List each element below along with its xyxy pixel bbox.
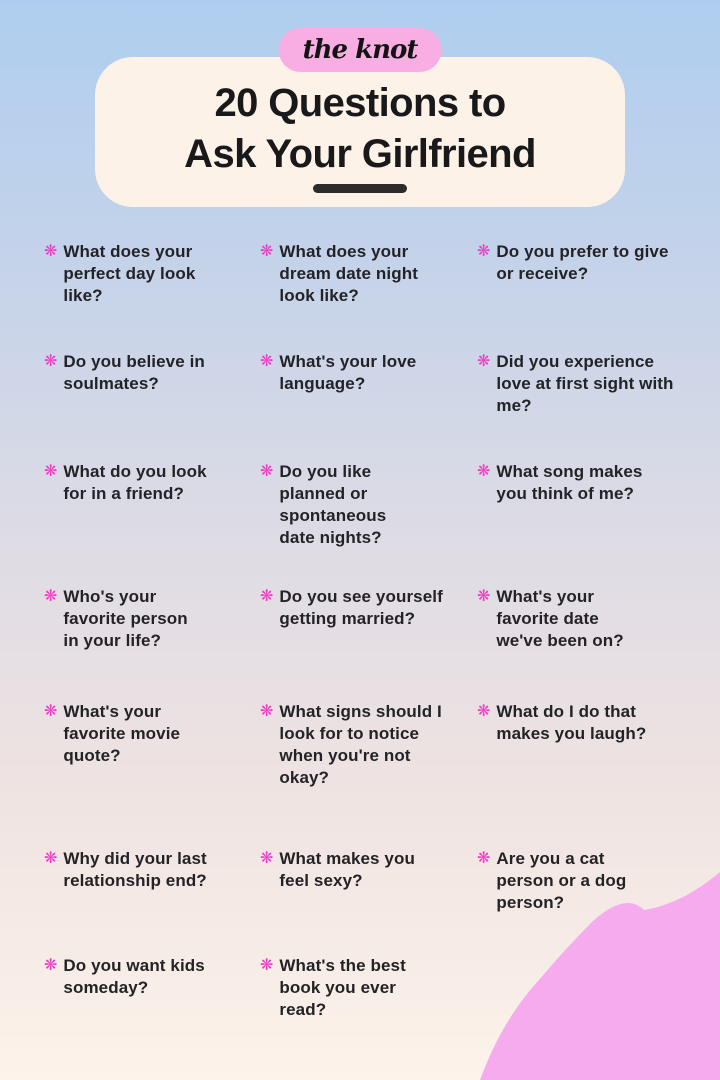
flower-bullet-icon: ❋ [477,850,491,867]
flower-bullet-icon: ❋ [477,463,491,480]
question-item [260,701,477,789]
the-knot-logo-pill [279,28,442,72]
question-item [477,701,720,789]
question-row-2 [0,351,720,417]
question-row-5 [0,701,720,789]
question-text: What's your favorite movie quote? [63,702,181,765]
flower-bullet-icon: ❋ [477,588,491,605]
question-item [260,351,477,417]
question-text: What's your favorite date we've been on? [496,587,624,650]
question-item [44,351,260,417]
question-item [44,701,260,789]
question-text: Do you like planned or spontaneous date nights? [279,462,387,547]
question-item [477,461,720,549]
question-text: What song makes you think of me? [496,462,643,503]
title-card [95,57,625,207]
question-row-3 [0,461,720,549]
question-item [260,955,477,1021]
flower-bullet-icon: ❋ [260,957,274,974]
question-text: Did you experience love at first sight with me? [496,352,674,415]
question-text: What do I do that makes you laugh? [496,702,647,743]
flower-bullet-icon: ❋ [260,703,274,720]
question-text: Do you believe in soulmates? [63,352,205,393]
question-text: What's the best book you ever read? [279,956,406,1019]
flower-bullet-icon: ❋ [44,243,58,260]
question-item [477,848,720,914]
flower-bullet-icon: ❋ [260,463,274,480]
flower-bullet-icon: ❋ [44,850,58,867]
question-item [44,586,260,652]
question-item [477,351,720,417]
flower-bullet-icon: ❋ [44,463,58,480]
question-item [260,848,477,914]
question-item [260,586,477,652]
page-title-line2: Ask Your Girlfriend [184,132,536,176]
question-text: What's your love language? [279,352,417,393]
flower-bullet-icon: ❋ [44,588,58,605]
question-item [44,241,260,307]
question-text: Who's your favorite person in your life? [63,587,188,650]
question-item [44,461,260,549]
question-item [260,461,477,549]
question-item [477,586,720,652]
question-row-6 [0,848,720,914]
flower-bullet-icon: ❋ [44,957,58,974]
question-text: Why did your last relationship end? [63,849,207,890]
question-text: What do you look for in a friend? [63,462,207,503]
question-row-7 [0,955,720,1021]
the-knot-logo-text: the knot [302,35,418,65]
question-text: Do you see yourself getting married? [279,587,443,628]
question-item [260,241,477,307]
flower-bullet-icon: ❋ [260,353,274,370]
flower-bullet-icon: ❋ [260,243,274,260]
flower-bullet-icon: ❋ [477,243,491,260]
question-text: What makes you feel sexy? [279,849,415,890]
page-title [184,78,536,180]
question-item [44,848,260,914]
question-item [477,241,720,307]
question-text: What signs should I look for to notice when you're not okay? [279,702,442,787]
question-row-4 [0,586,720,652]
question-text: What does your dream date night look like? [279,242,418,305]
page-title-line1: 20 Questions to [214,81,506,125]
flower-bullet-icon: ❋ [260,588,274,605]
question-row-1 [0,241,720,307]
flower-bullet-icon: ❋ [44,703,58,720]
flower-bullet-icon: ❋ [260,850,274,867]
title-underline [313,184,407,193]
question-text: What does your perfect day look like? [63,242,196,305]
flower-bullet-icon: ❋ [477,353,491,370]
question-text: Do you prefer to give or receive? [496,242,669,283]
question-text: Do you want kids someday? [63,956,205,997]
flower-bullet-icon: ❋ [477,703,491,720]
question-item [44,955,260,1021]
flower-bullet-icon: ❋ [44,353,58,370]
question-text: Are you a cat person or a dog person? [496,849,627,912]
